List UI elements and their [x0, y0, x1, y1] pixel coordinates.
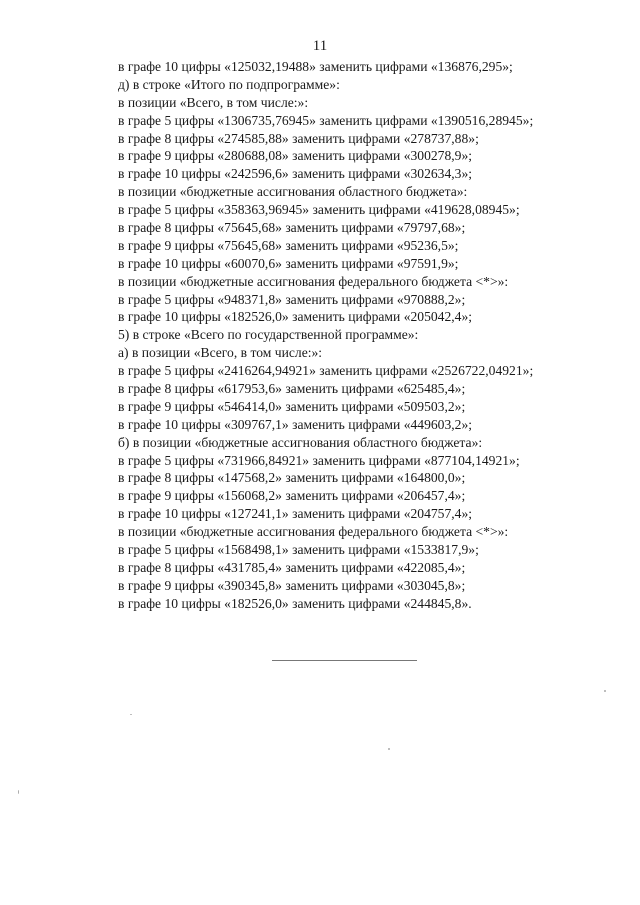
- doc-line: в позиции «бюджетные ассигнования федерального бюджета <*>»:: [118, 524, 509, 540]
- doc-line: в позиции «бюджетные ассигнования федерального бюджета <*>»:: [118, 273, 509, 289]
- doc-line: в графе 10 цифры «125032,19488» заменить цифрами «136876,295»;: [118, 59, 513, 74]
- doc-line: в графе 10 цифры «182526,0» заменить цифрами «244845,8».: [118, 595, 472, 611]
- doc-line: в графе 9 цифры «156068,2» заменить цифрами «206457,4»;: [118, 488, 466, 504]
- doc-line: д) в строке «Итого по подпрограмме»:: [118, 76, 340, 92]
- doc-line: в графе 10 цифры «127241,1» заменить цифрами «204757,4»;: [118, 506, 473, 522]
- doc-line: в графе 10 цифры «60070,6» заменить цифрами «97591,9»;: [118, 255, 459, 271]
- doc-line: в графе 5 цифры «948371,8» заменить цифрами «970888,2»;: [118, 291, 466, 307]
- page-number: 11: [312, 38, 328, 54]
- doc-line: в графе 10 цифры «242596,6» заменить цифрами «302634,3»;: [118, 166, 473, 182]
- doc-line: 5) в строке «Всего по государственной программе»:: [118, 327, 419, 343]
- doc-line: в графе 10 цифры «309767,1» заменить цифрами «449603,2»;: [118, 416, 473, 432]
- doc-line: в графе 5 цифры «731966,84921» заменить цифрами «877104,14921»;: [118, 452, 520, 468]
- doc-line: в графе 9 цифры «75645,68» заменить цифрами «95236,5»;: [118, 237, 459, 253]
- doc-line: а) в позиции «Всего, в том числе:»:: [118, 345, 323, 361]
- doc-line: в графе 8 цифры «617953,6» заменить цифрами «625485,4»;: [118, 381, 466, 397]
- doc-line: в графе 5 цифры «1568498,1» заменить цифрами «1533817,9»;: [118, 542, 479, 558]
- end-divider-line: [272, 660, 417, 661]
- scan-speck: [18, 790, 19, 794]
- doc-line: в графе 8 цифры «147568,2» заменить цифрами «164800,0»;: [118, 470, 466, 486]
- doc-line: в графе 9 цифры «546414,0» заменить цифрами «509503,2»;: [118, 398, 466, 414]
- doc-line: в графе 5 цифры «358363,96945» заменить цифрами «419628,08945»;: [118, 202, 520, 218]
- doc-line: в графе 8 цифры «274585,88» заменить цифрами «278737,88»;: [118, 130, 479, 146]
- doc-line: в графе 9 цифры «390345,8» заменить цифрами «303045,8»;: [118, 577, 466, 593]
- doc-line: б) в позиции «бюджетные ассигнования областного бюджета»:: [118, 434, 483, 450]
- doc-line: в графе 9 цифры «280688,08» заменить цифрами «300278,9»;: [118, 148, 473, 164]
- doc-line: в позиции «бюджетные ассигнования областного бюджета»:: [118, 184, 468, 200]
- doc-line: в графе 8 цифры «431785,4» заменить цифрами «422085,4»;: [118, 559, 466, 575]
- scan-speck: [388, 748, 390, 750]
- doc-line: в графе 5 цифры «2416264,94921» заменить цифрами «2526722,04921»;: [118, 363, 534, 379]
- document-body: [118, 58, 618, 613]
- doc-line: в позиции «Всего, в том числе:»:: [118, 94, 309, 110]
- scan-speck: [604, 690, 606, 692]
- doc-line: в графе 10 цифры «182526,0» заменить цифрами «205042,4»;: [118, 309, 473, 325]
- doc-line: в графе 5 цифры «1306735,76945» заменить цифрами «1390516,28945»;: [118, 112, 534, 128]
- scan-speck: [130, 714, 132, 715]
- doc-line: в графе 8 цифры «75645,68» заменить цифрами «79797,68»;: [118, 220, 466, 236]
